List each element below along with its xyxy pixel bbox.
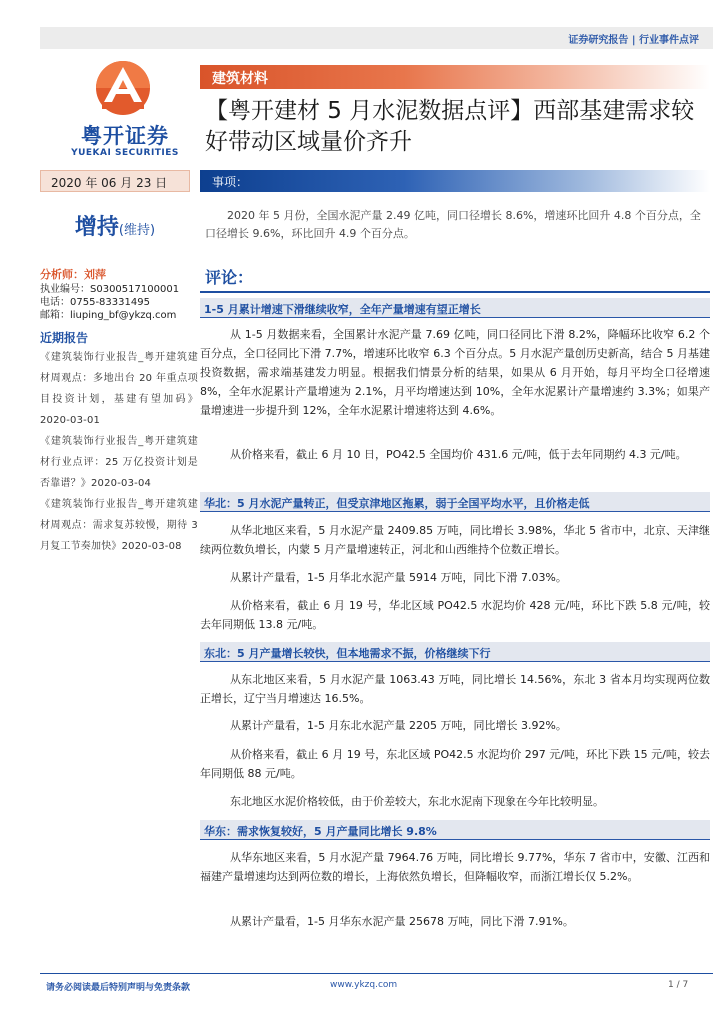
paragraph: 从累计产量看，1-5 月东北水泥产量 2205 万吨，同比增长 3.92%。: [230, 719, 567, 732]
category-bar: [200, 65, 710, 89]
section-heading-text: 东北：5 月产量增长较快，但本地需求不振，价格继续下行: [204, 647, 491, 660]
rating-main: 增持: [74, 215, 119, 240]
logo-chinese-name: 粤开证券: [81, 124, 169, 148]
footer-divider: [40, 973, 713, 974]
page-number: 1 / 7: [668, 980, 689, 990]
recent-report-item[interactable]: 《建筑装饰行业报告_粤开建筑建材行业点评：25 万亿投资计划是否靠谱？》2020-03-04: [40, 436, 198, 489]
paragraph: 从价格来看，截止 6 月 19 号，东北区域 PO42.5 水泥均价 297 元/吨，环比下跌 15 元/吨，较去年同期低 88 元/吨。: [200, 748, 710, 780]
report-type-tag: 证券研究报告 | 行业事件点评: [568, 35, 699, 46]
analyst-name: 分析师：刘萍: [40, 268, 106, 281]
paragraph: 从华北地区来看，5 月水泥产量 2409.85 万吨，同比增长 3.98%，华北 5 省市中，北京、天津继续两位数负增长，内蒙 5 月产量增速转正，河北和山西维持个位数正增长。: [200, 524, 710, 556]
report-date-box: [40, 170, 190, 192]
report-date: 2020 年 06 月 23 日: [51, 176, 168, 190]
paragraph: 从华东地区来看，5 月水泥产量 7964.76 万吨，同比增长 9.77%，华东 7 省市中，安徽、江西和福建产量增速均达到两位数的增长，上海依然负增长，但降幅收窄，而浙江增长仅 5.2%。: [200, 851, 710, 883]
top-header-bar: [40, 27, 713, 49]
report-title: 【粤开建材 5 月水泥数据点评】西部基建需求较好带动区域量价齐升: [205, 98, 695, 155]
paragraph: 东北地区水泥价格较低，由于价差较大，东北水泥南下现象在今年比较明显。: [230, 795, 604, 808]
analyst-email[interactable]: 邮箱：liuping_bf@ykzq.com: [40, 310, 177, 321]
comment-title: 评论：: [205, 268, 254, 287]
analyst-license: 执业编号：S0300517100001: [40, 284, 180, 295]
section-heading: [200, 492, 710, 512]
section-heading-text: 华北：5 月水泥产量转正，但受京津地区拖累，弱于全国平均水平，且价格走低: [204, 497, 590, 510]
logo-english-name: YUEKAI SECURITIES: [71, 148, 179, 158]
event-summary: 2020 年 5 月份，全国水泥产量 2.49 亿吨，同口径增长 8.6%，增速环比回升 4.8 个百分点，全口径增长 9.6%，环比回升 4.9 个百分点。: [205, 209, 701, 240]
recent-report-item[interactable]: 《建筑装饰行业报告_粤开建筑建材周观点：多地出台 20 年重点项目投资计划，基建有望加码》2020-03-01: [40, 352, 198, 426]
paragraph: 从价格来看，截止 6 月 10 日，PO42.5 全国均价 431.6 元/吨，低于去年同期约 4.3 元/吨。: [230, 448, 687, 461]
footer-disclaimer[interactable]: 请务必阅读最后特别声明与免责条款: [46, 983, 191, 993]
paragraph: 从东北地区来看，5 月水泥产量 1063.43 万吨，同比增长 14.56%，东北 3 省本月均实现两位数正增长，辽宁当月增速达 16.5%。: [200, 673, 710, 705]
section-heading-text: 1-5 月累计增速下滑继续收窄，全年产量增速有望正增长: [204, 303, 481, 316]
recent-reports: [40, 330, 198, 557]
section-heading: [200, 642, 710, 662]
analyst-info: [40, 266, 198, 322]
item-label: 事项：: [212, 175, 249, 189]
recent-reports-heading: 近期报告: [40, 331, 89, 345]
section-heading-text: 华东：需求恢复较好，5 月产量同比增长 9.8%: [204, 825, 437, 838]
analyst-phone: 电话：0755-83331495: [40, 297, 150, 308]
paragraph: 从价格来看，截止 6 月 19 号，华北区域 PO42.5 水泥均价 428 元/吨，环比下跌 5.8 元/吨，较去年同期低 13.8 元/吨。: [200, 599, 710, 631]
category-label: 建筑材料: [212, 71, 268, 87]
rating-sub: (维持): [118, 223, 156, 238]
paragraph: 从累计产量看，1-5 月华东水泥产量 25678 万吨，同比下滑 7.91%。: [230, 915, 574, 928]
section-heading: [200, 820, 710, 840]
investment-rating: [40, 210, 190, 241]
paragraph: 从 1-5 月数据来看，全国累计水泥产量 7.69 亿吨，同口径同比下滑 8.2%，降幅环比收窄 6.2 个百分点，全口径同比下滑 7.7%，增速环比收窄 6.3 个百分点。5 月水泥产量创历史新高，结合 5 月基建投资数据，需求端基建发力明显。根据我们情景分析的结果，如果从 6 月开始，每月平均全口径增速 8%，全年水泥累计产量增速为 2.1%，月平均增速达到 10%，全年水泥累计产量增速约 3.3%；如果产量增速进一步提升到 12%，全年水泥累计增速将达到 4.6%。: [200, 328, 710, 417]
comment-divider: [200, 291, 710, 293]
item-bar: [200, 170, 710, 192]
footer-website[interactable]: www.ykzq.com: [330, 980, 398, 990]
paragraph: 从累计产量看，1-5 月华北水泥产量 5914 万吨，同比下滑 7.03%。: [230, 571, 567, 584]
recent-report-item[interactable]: 《建筑装饰行业报告_粤开建筑建材周观点：需求复苏较慢，期待 3 月复工节奏加快》2020-03-08: [40, 499, 198, 552]
section-heading: [200, 298, 710, 318]
